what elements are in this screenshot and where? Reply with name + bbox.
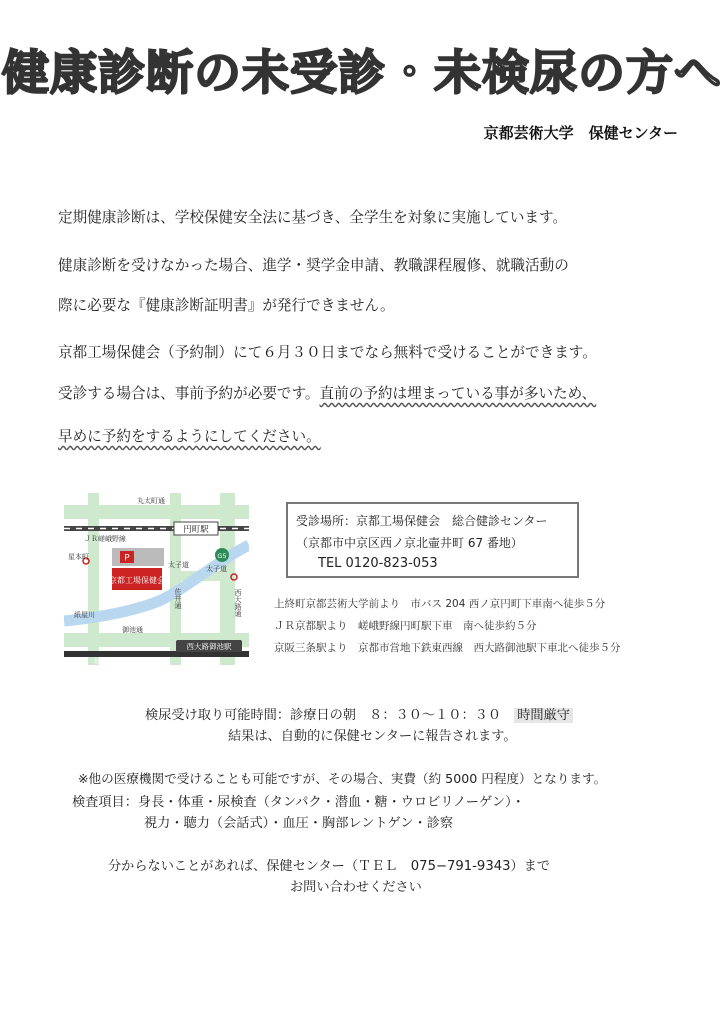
map-parking-label: P: [124, 553, 130, 564]
other-clinic-note: ※他の医療機関で受けることも可能ですが、その場合、実費（約 5000 円程度）となります。: [78, 771, 607, 786]
map-drawing: [64, 493, 249, 665]
exam-items-line-2: 視力・聴力（会話式）・血圧・胸部レントゲン・診察: [144, 816, 454, 831]
paragraph-certificate: 際に必要な『健康診断証明書』が発行できません。: [58, 297, 395, 314]
paragraph-consequence: 健康診断を受けなかった場合、進学・奨学金申請、教職課程履修、就職活動の: [58, 257, 569, 274]
map-nishioji-station-label: 西大路御池駅: [186, 642, 232, 651]
map-facility-label: 京都工場保健会: [109, 576, 165, 585]
route-bus: 上終町京都芸術大学前より 市バス 204 西ノ京円町下車南へ徒歩５分: [274, 598, 606, 610]
paragraph-free-exam: 京都工場保健会（予約制）にて６月３０日までなら無料で受けることができます。: [58, 344, 597, 361]
map-parking-block: [112, 548, 164, 566]
map-label-kasuga: 星本町: [68, 553, 89, 561]
route-jr: ＪＲ京都駅より 嵯峨野線円町駅下車 南へ徒歩約５分: [274, 620, 537, 632]
map-street-saiin: [170, 493, 181, 665]
map-label-subway: 地下鉄東西線: [94, 657, 133, 665]
paragraph-early-booking: [58, 427, 321, 447]
map-street-west: [88, 493, 99, 665]
map-label-nishioji: 西大路通: [234, 589, 242, 617]
map-label-saiin: 佐井通: [174, 588, 182, 609]
map-label-oike: 御池通: [122, 626, 143, 634]
urine-result-note: 結果は、自動的に保健センターに報告されます。: [228, 729, 517, 744]
exam-location-tel: TEL 0120-823-053: [318, 556, 438, 571]
paragraph-reservation: [58, 384, 596, 404]
map-bus-stop-label: G5: [217, 552, 227, 560]
exam-location-address: （京都市中京区西ノ京北壷井町 67 番地）: [296, 536, 523, 550]
map-label-jr-line: ＪＲ嵯峨野線: [84, 535, 126, 543]
contact-line-2: お問い合わせください: [290, 880, 422, 895]
map-label-taishi-2: 太子道: [206, 565, 227, 573]
time-strict-badge: 時間厳守: [514, 708, 573, 723]
early-booking-text: 早めに予約をするようにしてください。: [58, 428, 321, 445]
page-title: 健康診断の未受診・未検尿の方へ: [2, 46, 722, 101]
organization-name: 京都芸術大学 保健センター: [483, 124, 678, 142]
reservation-warning-text: 直前の予約は埋まっている事が多いため、: [319, 385, 597, 402]
map-label-taishi: 太子道: [168, 561, 189, 569]
urine-time-line: [145, 704, 573, 723]
exam-items-line-1: 検査項目：身長・体重・尿検査（タンパク・潜血・糖・ウロビリノーゲン）・: [72, 795, 525, 810]
access-map: [64, 493, 249, 665]
map-label-marutamachi: 丸太町通: [137, 497, 165, 505]
exam-location-box: [286, 502, 579, 578]
exam-location-place: 受診場所：京都工場保健会 総合健診センター: [296, 514, 548, 528]
reservation-required-text: 受診する場合は、事前予約が必要です。: [58, 385, 320, 402]
map-label-river: 紙屋川: [74, 611, 95, 619]
contact-line-1: 分からないことがあれば、保健センター（ＴＥＬ 075−791-9343）まで: [108, 859, 551, 874]
urine-time-label: 検尿受け取り可能時間：診療日の朝 ８：３０〜１０：３０: [145, 708, 502, 723]
map-enmachi-station-label: 円町駅: [183, 525, 209, 535]
route-keihan: 京阪三条駅より 京都市営地下鉄東西線 西大路御池駅下車北へ徒歩５分: [274, 642, 621, 654]
paragraph-intro: 定期健康診断は、学校保健安全法に基づき、全学生を対象に実施しています。: [58, 209, 568, 226]
